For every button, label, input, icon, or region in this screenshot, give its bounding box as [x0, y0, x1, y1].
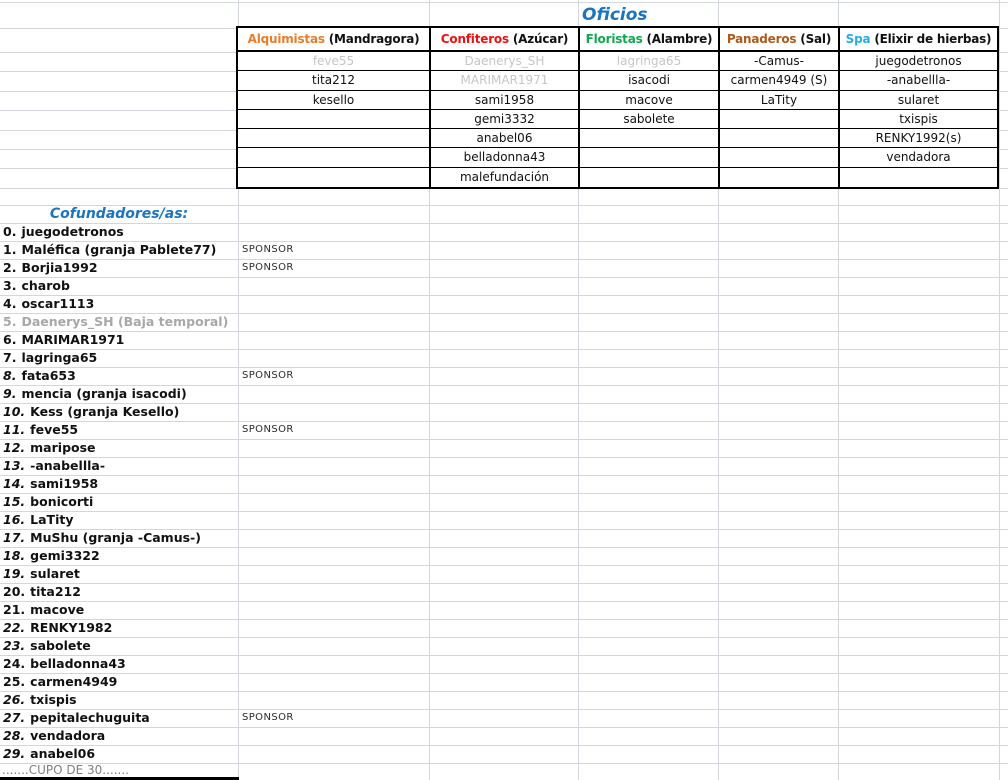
cofounder-row[interactable]: [0, 583, 238, 601]
member-cell[interactable]: [720, 110, 838, 129]
cofounder-row[interactable]: [0, 655, 238, 673]
member-cell[interactable]: kesello: [238, 91, 429, 110]
cofounder-name: bonicorti: [30, 494, 94, 509]
cofounders-heading[interactable]: Cofundadores/as:: [49, 206, 189, 222]
cofounder-row[interactable]: [0, 691, 238, 709]
cofounder-row[interactable]: [0, 475, 238, 493]
member-cell[interactable]: [580, 148, 718, 167]
cofounder-number: 3.: [3, 278, 17, 293]
cofounder-name: sami1958: [30, 476, 99, 491]
cofounder-row[interactable]: [0, 349, 238, 367]
cofounder-number: 23.: [3, 638, 26, 653]
cofounder-name: lagringa65: [21, 350, 98, 365]
member-cell[interactable]: [580, 129, 718, 148]
cofounder-number: 13.: [3, 458, 26, 473]
cofounder-row[interactable]: [0, 619, 238, 637]
cofounder-name: fata653: [21, 368, 76, 383]
cofounder-row[interactable]: [0, 601, 238, 619]
member-cell[interactable]: [720, 168, 838, 187]
cofounder-row[interactable]: [0, 709, 238, 727]
cofounder-number: 2.: [3, 260, 17, 275]
cofounder-name: feve55: [30, 422, 79, 437]
cofounder-number: 25.: [3, 674, 26, 689]
cofounder-row[interactable]: [0, 385, 238, 403]
member-cell[interactable]: [720, 129, 838, 148]
cofounder-number: 19.: [3, 566, 26, 581]
profession-column-floristas: [578, 28, 718, 187]
cofounder-number: 10.: [3, 404, 26, 419]
material-label: (Mandragora): [324, 32, 420, 46]
member-cell[interactable]: gemi3332: [431, 110, 578, 129]
header-cell-alquimistas[interactable]: [238, 28, 429, 52]
cofounder-number: 18.: [3, 548, 26, 563]
member-cell[interactable]: [238, 110, 429, 129]
cofounder-name: MuShu (granja -Camus-): [30, 530, 201, 545]
cofounder-number: 20.: [3, 584, 26, 599]
cofounder-number: 11.: [3, 422, 26, 437]
member-cell[interactable]: -Camus-: [720, 52, 838, 71]
sponsor-label[interactable]: SPONSOR: [242, 244, 294, 255]
member-cell[interactable]: [580, 168, 718, 187]
header-cell-spa[interactable]: [840, 28, 997, 52]
cofounder-name: macove: [30, 602, 85, 617]
cofounder-row[interactable]: [0, 331, 238, 349]
sponsor-label[interactable]: SPONSOR: [242, 262, 294, 273]
cofounder-number: 7.: [3, 350, 17, 365]
cofounder-name: LaTity: [30, 512, 74, 527]
cofounder-row[interactable]: [0, 313, 238, 331]
cofounder-name: anabel06: [30, 746, 96, 761]
sponsor-label[interactable]: SPONSOR: [242, 712, 294, 723]
profession-column-confiteros: [429, 28, 578, 187]
member-cell[interactable]: [720, 148, 838, 167]
cofounder-number: 28.: [3, 728, 26, 743]
cupo-footer[interactable]: .......CUPO DE 30.......: [2, 763, 129, 777]
member-cell[interactable]: feve55: [238, 52, 429, 71]
sponsor-label[interactable]: SPONSOR: [242, 370, 294, 381]
cofounder-row[interactable]: [0, 457, 238, 475]
member-cell[interactable]: isacodi: [580, 71, 718, 90]
material-label: (Sal): [796, 32, 832, 46]
member-cell[interactable]: sabolete: [580, 110, 718, 129]
cofounder-number: 26.: [3, 692, 26, 707]
cofounder-number: 27.: [3, 710, 26, 725]
cofounder-name: gemi3322: [30, 548, 100, 563]
cofounder-row[interactable]: [0, 241, 238, 259]
cofounder-name: Daenerys_SH (Baja temporal): [21, 314, 229, 329]
cofounder-row[interactable]: [0, 439, 238, 457]
profession-column-panaderos: [718, 28, 838, 187]
cofounder-row[interactable]: [0, 259, 238, 277]
cofounder-number: 16.: [3, 512, 26, 527]
oficios-title[interactable]: Oficios: [582, 5, 648, 25]
cofounder-name: vendadora: [30, 728, 106, 743]
cofounder-number: 29.: [3, 746, 26, 761]
header-cell-panaderos[interactable]: [720, 28, 838, 52]
cofounder-number: 22.: [3, 620, 26, 635]
cofounder-row[interactable]: [0, 493, 238, 511]
cofounder-row[interactable]: [0, 223, 238, 241]
cofounder-name: -anabellla-: [30, 458, 106, 473]
cofounder-number: 15.: [3, 494, 26, 509]
header-cell-confiteros[interactable]: [431, 28, 578, 52]
member-cell[interactable]: [238, 168, 429, 187]
member-cell[interactable]: LaTity: [720, 91, 838, 110]
cofounder-number: 24.: [3, 656, 26, 671]
cofounder-number: 1.: [3, 242, 17, 257]
member-cell[interactable]: txispis: [840, 110, 997, 129]
cofounder-name: belladonna43: [30, 656, 126, 671]
cofounder-name: pepitalechuguita: [30, 710, 150, 725]
cofounder-name: maripose: [30, 440, 96, 455]
member-cell[interactable]: juegodetronos: [840, 52, 997, 71]
sponsor-label[interactable]: SPONSOR: [242, 424, 294, 435]
member-cell[interactable]: [238, 148, 429, 167]
member-cell[interactable]: malefundación: [459, 169, 550, 184]
cofounder-number: 21.: [3, 602, 26, 617]
cofounder-number: 9.: [3, 386, 17, 401]
cofounder-row[interactable]: [0, 637, 238, 655]
cofounder-row[interactable]: [0, 727, 238, 745]
cofounder-number: 8.: [3, 368, 17, 383]
cofounder-number: 17.: [3, 530, 26, 545]
cofounder-number: 14.: [3, 476, 26, 491]
member-cell[interactable]: RENKY1992(s): [840, 129, 997, 148]
cofounder-row[interactable]: [0, 277, 238, 295]
cofounder-name: charob: [21, 278, 70, 293]
gridline-v: [999, 0, 1000, 780]
profession-label: Panaderos: [726, 32, 797, 46]
cofounder-row[interactable]: [0, 529, 238, 547]
cofounder-name: carmen4949: [30, 674, 118, 689]
cofounder-name: oscar1113: [21, 296, 95, 311]
cofounder-name: txispis: [30, 692, 77, 707]
member-cell[interactable]: carmen4949 (S): [720, 71, 838, 90]
member-cell[interactable]: tita212: [238, 71, 429, 90]
cofounder-number: 12.: [3, 440, 26, 455]
cofounder-row[interactable]: [0, 295, 238, 313]
cofounder-name: Maléfica (granja Pablete77): [21, 242, 217, 257]
cofounder-row[interactable]: [0, 673, 238, 691]
cofounder-row[interactable]: [0, 565, 238, 583]
cofounder-name: Kess (granja Kesello): [30, 404, 180, 419]
cofounder-name: RENKY1982: [30, 620, 113, 635]
member-cell[interactable]: lagringa65: [580, 52, 718, 71]
cofounder-name: sabolete: [30, 638, 91, 653]
member-cell[interactable]: anabel06: [431, 129, 578, 148]
cofounder-number: 4.: [3, 296, 17, 311]
material-label: (Alambre): [642, 32, 713, 46]
header-cell-floristas[interactable]: [580, 28, 718, 52]
member-cell[interactable]: Daenerys_SH: [431, 52, 578, 71]
profession-label: Confiteros: [440, 32, 509, 46]
cofounder-row[interactable]: [0, 511, 238, 529]
member-cell[interactable]: sami1958: [431, 91, 578, 110]
profession-column-spa: [838, 28, 997, 187]
cofounder-row[interactable]: [0, 421, 238, 439]
cofounder-name: mencia (granja isacodi): [21, 386, 187, 401]
profession-label: Spa: [845, 32, 871, 46]
oficios-table: [236, 26, 999, 189]
material-label: (Azúcar): [508, 32, 569, 46]
profession-label: Floristas: [585, 32, 643, 46]
cofounder-name: juegodetronos: [21, 224, 124, 239]
cofounder-row[interactable]: [0, 745, 238, 763]
member-cell[interactable]: vendadora: [840, 148, 997, 167]
cofounder-row[interactable]: [0, 403, 238, 421]
member-cell[interactable]: [238, 129, 429, 148]
cofounder-name: tita212: [30, 584, 81, 599]
profession-label: Alquimistas: [247, 32, 325, 46]
member-cell[interactable]: MARIMAR1971: [431, 71, 578, 90]
member-cell[interactable]: [840, 168, 997, 187]
cofounder-name: MARIMAR1971: [21, 332, 125, 347]
cofounder-name: sularet: [30, 566, 80, 581]
cofounder-number: 6.: [3, 332, 17, 347]
member-cell[interactable]: sularet: [840, 91, 997, 110]
profession-column-alquimistas: [238, 28, 429, 187]
cofounder-row[interactable]: [0, 367, 238, 385]
member-cell[interactable]: belladonna43: [431, 148, 578, 167]
member-cell[interactable]: macove: [580, 91, 718, 110]
member-cell[interactable]: -anabellla-: [840, 71, 997, 90]
cofounder-name: Borjia1992: [21, 260, 98, 275]
gridline-h: [0, 2, 1008, 3]
cofounder-row[interactable]: [0, 547, 238, 565]
cofounder-number: 0.: [3, 224, 17, 239]
material-label: (Elixir de hierbas): [870, 32, 992, 46]
cofounder-number: 5.: [3, 314, 17, 329]
